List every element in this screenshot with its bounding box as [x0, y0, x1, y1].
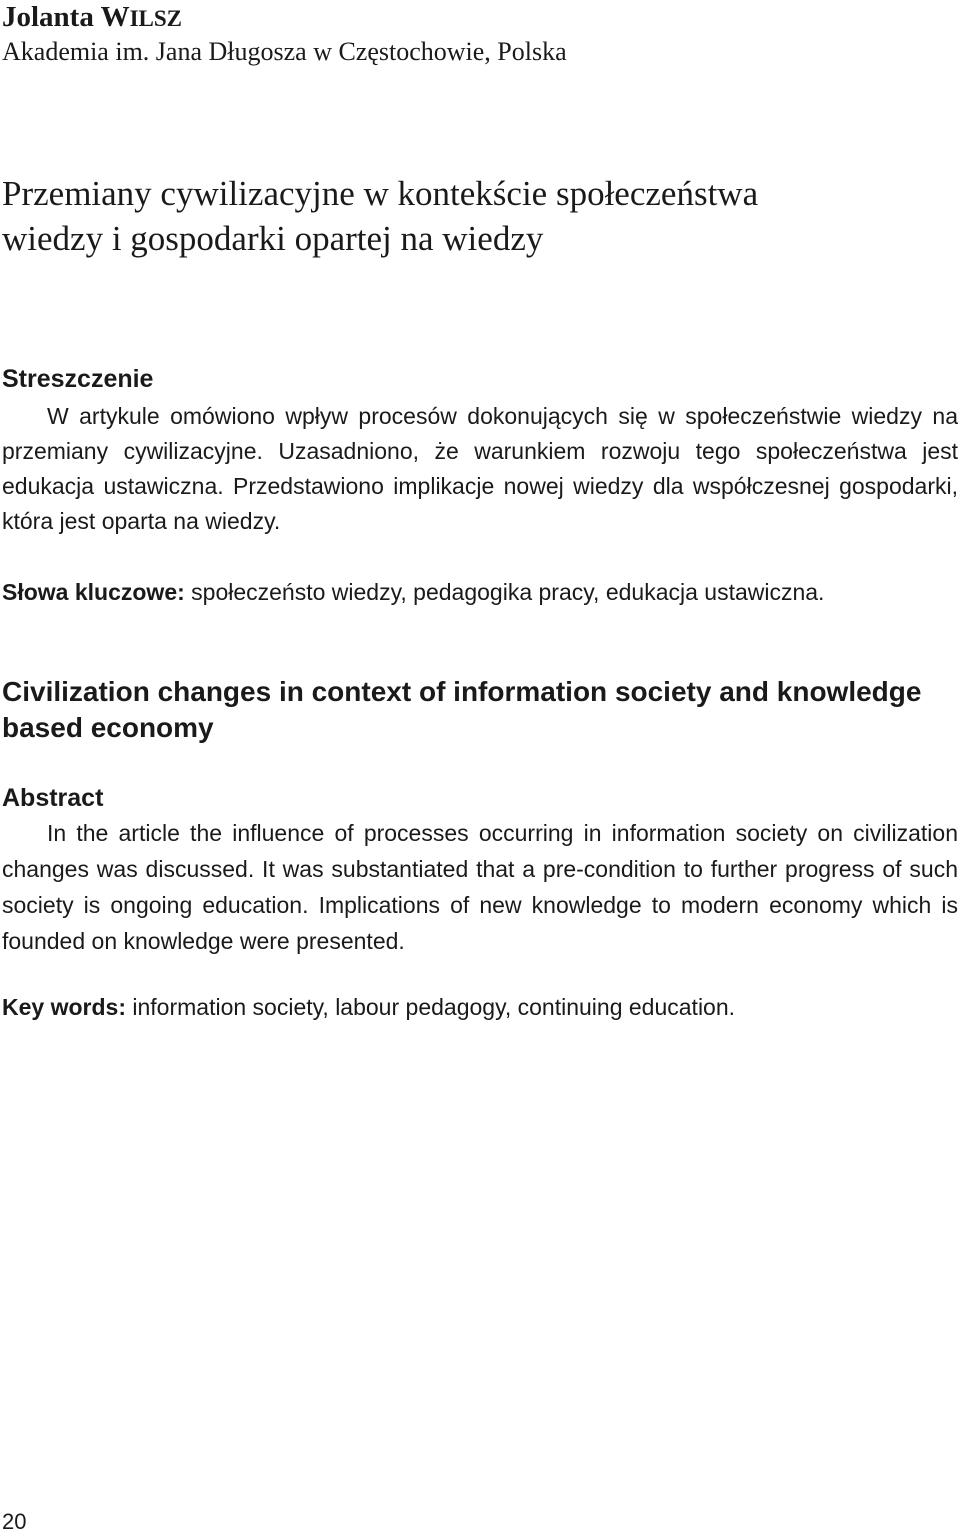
keywords-polish [2, 577, 958, 607]
keywords-label-english: Key words: [2, 994, 126, 1020]
keywords-english [2, 992, 958, 1022]
keywords-text-polish: społeczeństo wiedzy, pedagogika pracy, edukacja ustawiczna. [191, 579, 825, 605]
title-pl-line-2: wiedzy i gospodarki opartej na wiedzy [2, 219, 544, 258]
author-surname-initial: W [100, 1, 130, 33]
author-first-name: Jolanta [2, 1, 94, 33]
abstract-text-english: In the article the influence of processes occurring in information society on civilization changes was discussed. It was substantiated that a pre-condition to further progress of such society is ongoing education. Implications of new knowledge to modern economy which is founded on knowledge were presented. [2, 820, 958, 954]
keywords-label-polish: Słowa kluczowe: [2, 579, 185, 605]
title-en-line-2: based economy [2, 712, 214, 743]
title-en-line-1: Civilization changes in context of information society and knowledge [2, 676, 922, 707]
abstract-heading-polish: Streszczenie [2, 365, 154, 393]
abstract-text-polish: W artykule omówiono wpływ procesów dokonujących się w społeczeństwie wiedzy na przemiany cywilizacyjne. Uzasadniono, że warunkiem rozwoju tego społeczeństwa jest edukacja ustawiczna. Przedstawiono implikacje nowej wiedzy dla współczesnej gospodarki, która jest oparta na wiedzy. [2, 403, 958, 534]
author-affiliation: Akademia im. Jana Długosza w Częstochowie, Polska [2, 37, 567, 66]
author-surname-rest: ILSZ [129, 6, 183, 31]
author-surname [101, 1, 182, 33]
abstract-heading-english: Abstract [2, 784, 104, 812]
author-name [2, 0, 182, 36]
article-title-english [2, 674, 958, 746]
article-title-polish [2, 171, 942, 261]
title-pl-line-1: Przemiany cywilizacyjne w kontekście społeczeństwa [2, 174, 759, 213]
page-number: 20 [2, 1509, 27, 1534]
keywords-text-english: information society, labour pedagogy, continuing education. [132, 994, 736, 1020]
